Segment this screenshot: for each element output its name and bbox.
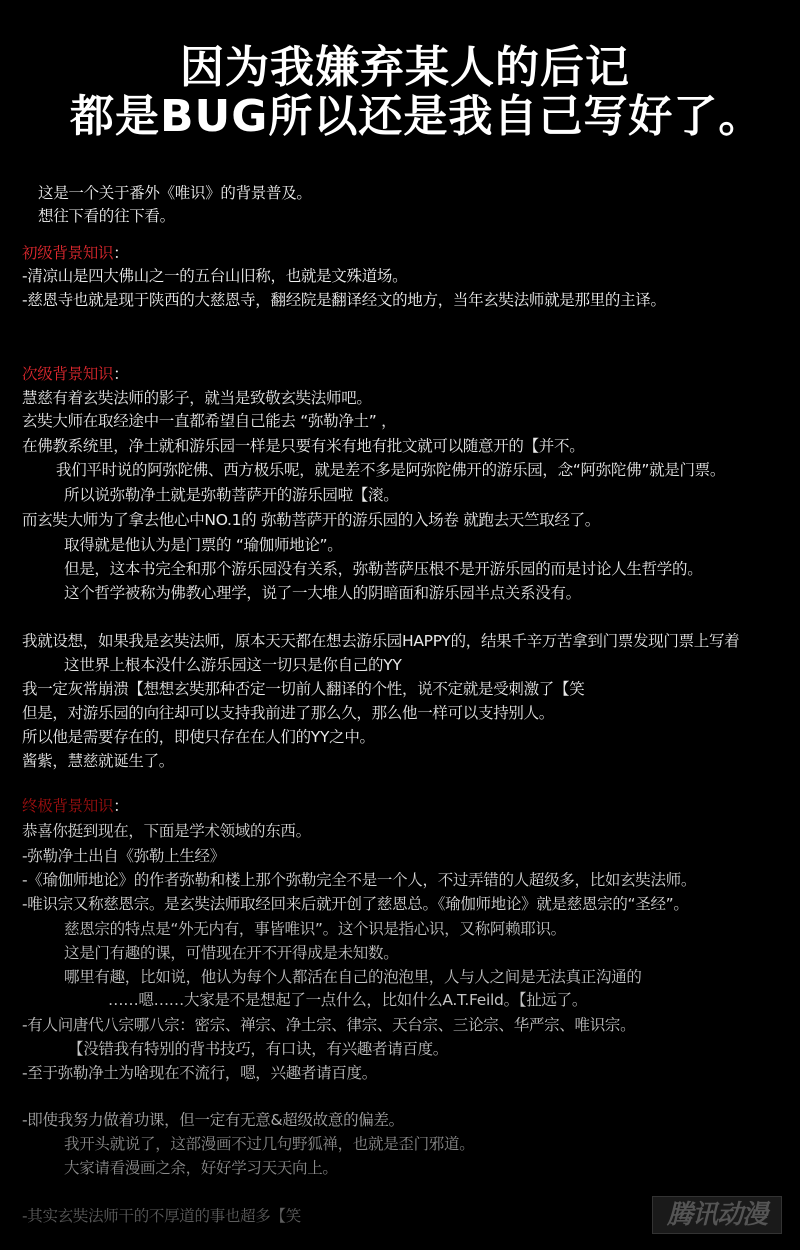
text-line: 这个哲学被称为佛教心理学，说了一大堆人的阴暗面和游乐园半点关系没有。	[64, 584, 581, 602]
heading-colon: ：	[113, 244, 129, 262]
text-line: 所以他是需要存在的，即使只存在在人们的YY之中。	[22, 728, 375, 746]
title-line-1: 因为我嫌弃某人的后记	[180, 42, 630, 93]
text-line: -《瑜伽师地论》的作者弥勒和楼上那个弥勒完全不是一个人，不过弄错的人超级多，比如玄奘法师。	[22, 871, 697, 889]
text-line: 而玄奘大师为了拿去他心中NO.1的 弥勒菩萨开的游乐园的入场卷 就跑去天竺取经了。	[22, 511, 601, 529]
text-line: 所以说弥勒净土就是弥勒菩萨开的游乐园啦【滚。	[64, 486, 399, 504]
text-line: 这是门有趣的课，可惜现在开不开得成是未知数。	[64, 944, 399, 962]
text-line: 在佛教系统里，净土就和游乐园一样是只要有米有地有批文就可以随意开的【并不。	[22, 437, 585, 455]
text-line: 慈恩宗的特点是“外无内有，事皆唯识”。这个识是指心识，又称阿赖耶识。	[64, 920, 566, 938]
text-line: 我开头就说了，这部漫画不过几句野狐禅，也就是歪门邪道。	[64, 1135, 475, 1153]
text-line: ……嗯……大家是不是想起了一点什么，比如什么A.T.Feild。【扯远了。	[108, 991, 588, 1009]
text-line: 【没错我有特别的背书技巧，有口诀，有兴趣者请百度。	[68, 1040, 449, 1058]
title-line-2: 都是BUG所以还是我自己写好了。	[70, 91, 764, 142]
text-line: 大家请看漫画之余，好好学习天天向上。	[64, 1159, 338, 1177]
text-line: -其实玄奘法师干的不厚道的事也超多【笑	[22, 1207, 301, 1225]
section-heading-basic	[22, 243, 128, 263]
section-heading-intermediate	[22, 364, 128, 384]
text-line: -唯识宗又称慈恩宗。是玄奘法师取经回来后就开创了慈恩总。《瑜伽师地论》就是慈恩宗的“圣经”。	[22, 895, 689, 913]
text-line: 但是，这本书完全和那个游乐园没有关系，弥勒菩萨压根不是开游乐园的而是讨论人生哲学的。	[64, 560, 703, 578]
text-line: 慧慈有着玄奘法师的影子，就当是致敬玄奘法师吧。	[22, 389, 372, 407]
text-line: -慈恩寺也就是现于陕西的大慈恩寺，翻经院是翻译经文的地方，当年玄奘法师就是那里的主译。	[22, 291, 666, 309]
text-line: -清凉山是四大佛山之一的五台山旧称，也就是文殊道场。	[22, 267, 408, 285]
text-line: 我一定灰常崩溃【想想玄奘那种否定一切前人翻译的个性，说不定就是受刺激了【笑	[22, 680, 585, 698]
text-line: 玄奘大师在取经途中一直都希望自己能去 “弥勒净土” ，	[22, 412, 397, 430]
text-line: 酱紫，慧慈就诞生了。	[22, 752, 175, 770]
heading-colon: ：	[113, 365, 129, 383]
text-line: 取得就是他认为是门票的 “瑜伽师地论”。	[64, 536, 343, 554]
text-line: 我就设想，如果我是玄奘法师，原本天天都在想去游乐园HAPPY的，结果千辛万苦拿到门票发现门票上写着	[22, 632, 740, 650]
heading-text: 终极背景知识	[22, 797, 114, 815]
text-line: -弥勒净土出自《弥勒上生经》	[22, 847, 225, 865]
text-line: 哪里有趣，比如说，他认为每个人都活在自己的泡泡里，人与人之间是无法真正沟通的	[64, 968, 642, 986]
text-line: 恭喜你挺到现在，下面是学术领域的东西。	[22, 822, 311, 840]
text-line: -即使我努力做着功课，但一定有无意&超级故意的偏差。	[22, 1111, 404, 1129]
intro-line: 这是一个关于番外《唯识》的背景普及。	[38, 184, 312, 202]
watermark-logo: 腾讯动漫	[652, 1196, 782, 1234]
heading-colon: ：	[113, 797, 129, 815]
section-heading-ultimate	[22, 796, 128, 816]
text-line: -有人问唐代八宗哪八宗：密宗、禅宗、净土宗、律宗、天台宗、三论宗、华严宗、唯识宗。	[22, 1016, 636, 1034]
text-line: -至于弥勒净土为啥现在不流行，嗯，兴趣者请百度。	[22, 1064, 377, 1082]
text-line: 这世界上根本没什么游乐园这一切只是你自己的YY	[64, 656, 402, 674]
text-line: 我们平时说的阿弥陀佛、西方极乐呢，就是差不多是阿弥陀佛开的游乐园，念“阿弥陀佛”就是门票。	[56, 461, 726, 479]
intro-line: 想往下看的往下看。	[38, 207, 175, 225]
heading-text: 初级背景知识	[22, 244, 114, 262]
heading-text: 次级背景知识	[22, 365, 114, 383]
text-line: 但是，对游乐园的向往却可以支持我前进了那么久，那么他一样可以支持别人。	[22, 704, 555, 722]
